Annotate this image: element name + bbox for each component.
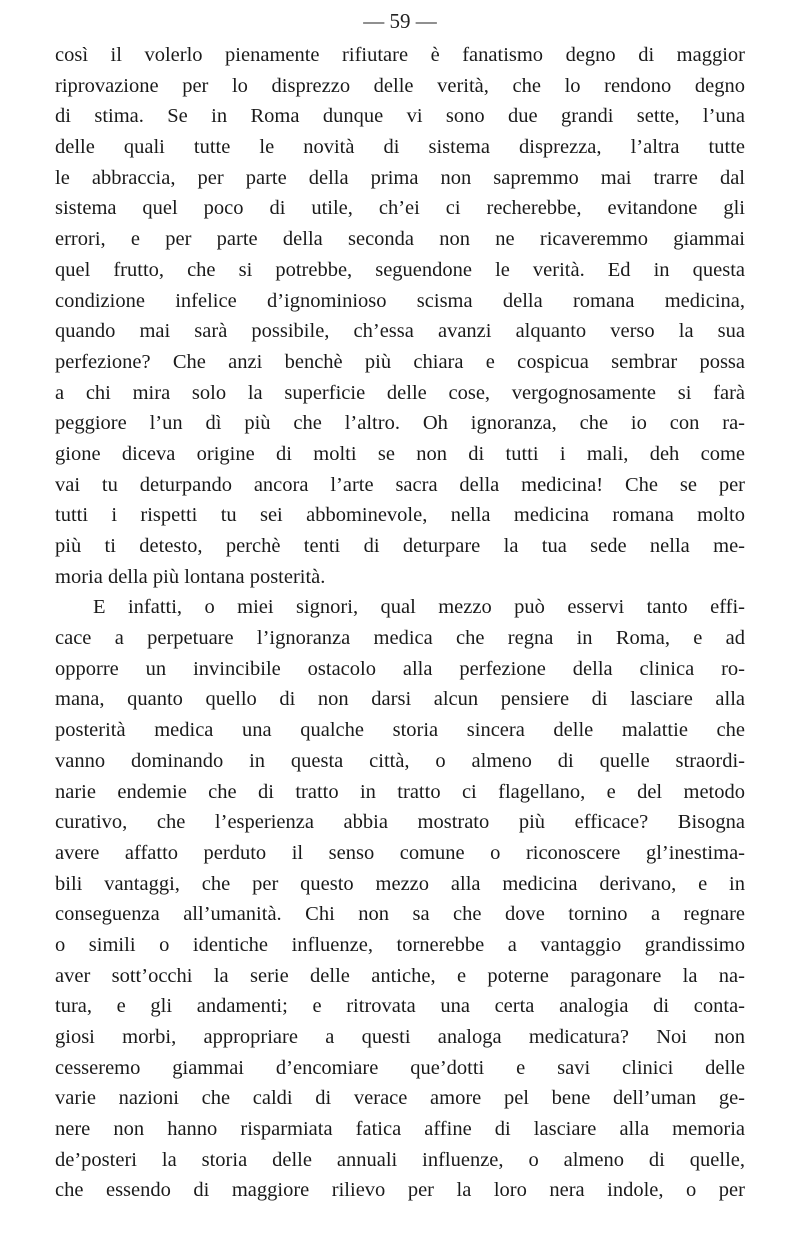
text-line: varie nazioni che caldi di verace amore pel bene dell’uman ge- bbox=[55, 1087, 745, 1110]
text-line: cesseremo giammai d’encomiare que’dotti e savi clinici delle bbox=[55, 1056, 745, 1079]
text-line: conseguenza all’umanità. Chi non sa che dove tornino a regnare bbox=[55, 903, 745, 926]
text-line: aver sott’occhi la serie delle antiche, e poterne paragonare la na- bbox=[55, 964, 745, 987]
text-line: o simili o identiche influenze, tornerebbe a vantaggio grandissimo bbox=[55, 933, 745, 956]
paragraph-2 bbox=[55, 592, 745, 1206]
text-line: sistema quel poco di utile, ch’ei ci recherebbe, evitandone gli bbox=[55, 197, 745, 220]
text-line: peggiore l’un dì più che l’altro. Oh ignoranza, che io con ra- bbox=[55, 412, 745, 435]
body-text bbox=[55, 40, 745, 1206]
text-line: perfezione? Che anzi benchè più chiara e cospicua sembrar possa bbox=[55, 350, 745, 373]
text-line: posterità medica una qualche storia sincera delle malattie che bbox=[55, 719, 745, 742]
text-line: bili vantaggi, che per questo mezzo alla medicina derivano, e in bbox=[55, 872, 745, 895]
text-line: che essendo di maggiore rilievo per la loro nera indole, o per bbox=[55, 1179, 745, 1202]
text-line: errori, e per parte della seconda non ne ricaveremmo giammai bbox=[55, 228, 745, 251]
paragraph-1 bbox=[55, 40, 745, 592]
text-line: opporre un invincibile ostacolo alla perfezione della clinica ro- bbox=[55, 657, 745, 680]
text-line: E infatti, o miei signori, qual mezzo può esservi tanto effi- bbox=[93, 596, 745, 619]
text-line: avere affatto perduto il senso comune o riconoscere gl’inestima- bbox=[55, 841, 745, 864]
text-line: narie endemie che di tratto in tratto ci flagellano, e del metodo bbox=[55, 780, 745, 803]
text-line: quando mai sarà possibile, ch’essa avanzi alquanto verso la sua bbox=[55, 320, 745, 343]
text-line: moria della più lontana posterità. bbox=[55, 565, 326, 588]
text-line: mana, quanto quello di non darsi alcun pensiere di lasciare alla bbox=[55, 688, 745, 711]
text-line: a chi mira solo la superficie delle cose, vergognosamente si farà bbox=[55, 381, 745, 404]
text-line: delle quali tutte le novità di sistema disprezza, l’altra tutte bbox=[55, 136, 745, 159]
text-line: de’posteri la storia delle annuali influenze, o almeno di quelle, bbox=[55, 1148, 745, 1171]
text-line: così il volerlo pienamente rifiutare è fanatismo degno di maggior bbox=[55, 44, 745, 66]
text-line: più ti detesto, perchè tenti di deturpare la tua sede nella me- bbox=[55, 535, 745, 557]
text-line: quel frutto, che si potrebbe, seguendone le verità. Ed in questa bbox=[55, 258, 745, 281]
text-line: di stima. Se in Roma dunque vi sono due grandi sette, l’una bbox=[55, 105, 745, 128]
text-line: tutti i rispetti tu sei abbominevole, nella medicina romana molto bbox=[55, 504, 745, 527]
text-line: tura, e gli andamenti; e ritrovata una certa analogia di conta- bbox=[55, 995, 745, 1018]
text-line: le abbraccia, per parte della prima non sapremmo mai trarre dal bbox=[55, 166, 745, 189]
text-line: riprovazione per lo disprezzo delle verità, che lo rendono degno bbox=[55, 74, 745, 97]
text-line: gione diceva origine di molti se non di tutti i mali, deh come bbox=[55, 442, 745, 465]
text-line: vai tu deturpando ancora l’arte sacra della medicina! Che se per bbox=[55, 473, 745, 496]
text-line: giosi morbi, appropriare a questi analoga medicatura? Noi non bbox=[55, 1026, 745, 1048]
page-number: — 59 — bbox=[363, 9, 437, 33]
text-line: curativo, che l’esperienza abbia mostrato più efficace? Bisogna bbox=[55, 811, 745, 834]
text-line: vanno dominando in questa città, o almeno di quelle straordi- bbox=[55, 749, 745, 772]
text-line: cace a perpetuare l’ignoranza medica che regna in Roma, e ad bbox=[55, 627, 745, 650]
text-line: nere non hanno risparmiata fatica affine di lasciare alla memoria bbox=[55, 1118, 745, 1141]
text-line: condizione infelice d’ignominioso scisma della romana medicina, bbox=[55, 289, 745, 312]
